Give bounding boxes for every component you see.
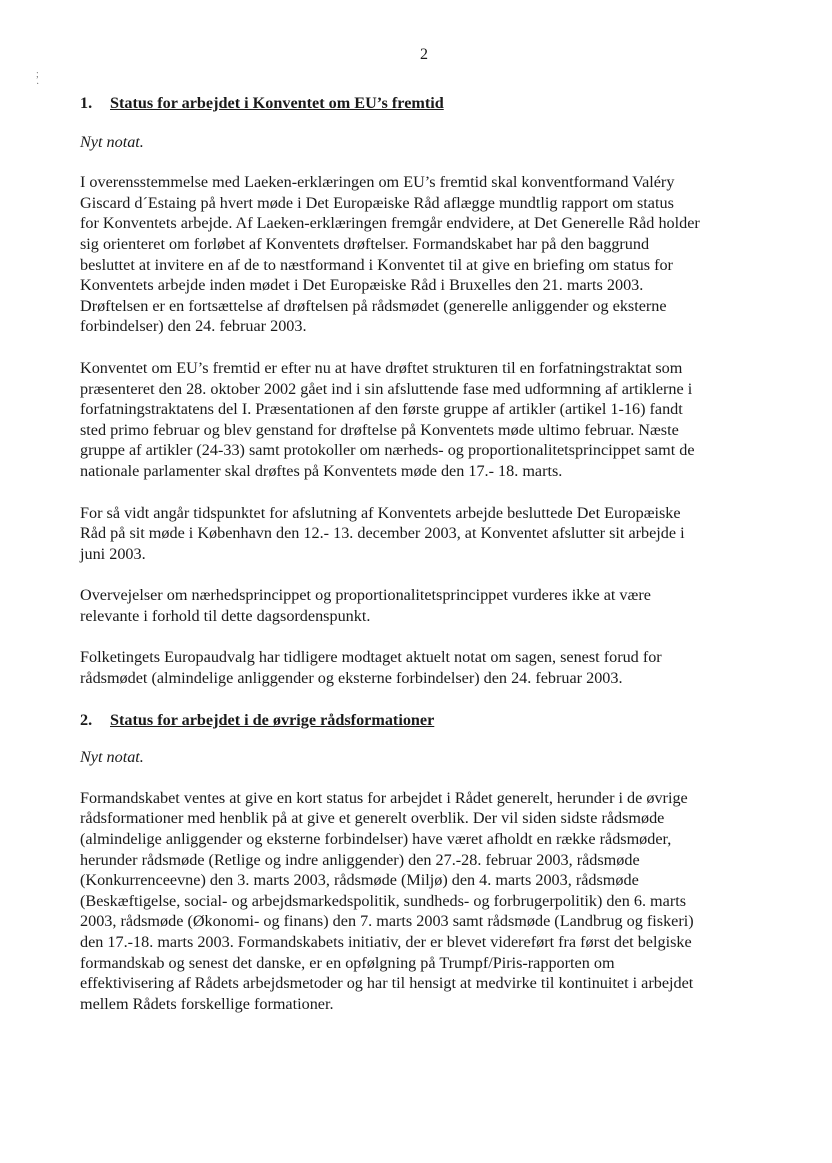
text-line: nationale parlamenter skal drøftes på Konventets møde den 17.- 18. marts. xyxy=(80,461,563,480)
section-title: Status for arbejdet i de øvrige rådsformationer xyxy=(110,710,435,729)
paragraph xyxy=(80,585,760,626)
text-line: Konventets arbejde inden mødet i Det Europæiske Råd i Bruxelles den 21. marts 2003. xyxy=(80,276,644,295)
text-line: herunder rådsmøde (Retlige og indre anliggender) den 27.-28. februar 2003, rådsmøde xyxy=(80,850,640,869)
text-line: juni 2003. xyxy=(80,544,146,563)
text-line: mellem Rådets forskellige formationer. xyxy=(80,994,334,1013)
section-2 xyxy=(80,710,760,1015)
text-line: for Konventets arbejde. Af Laeken-erklæringen fremgår endvidere, at Det Generelle Råd holder xyxy=(80,214,700,233)
note-label: Nyt notat. xyxy=(80,132,144,151)
paragraph xyxy=(80,358,760,482)
text-line: rådsformationer med henblik på at give et generelt overblik. Der vil siden sidste rådsmøde xyxy=(80,809,665,828)
text-line: forfatningstraktatens del I. Præsentationen af den første gruppe af artikler (artikel 1-16) fandt xyxy=(80,400,683,419)
text-line: Konventet om EU’s fremtid er efter nu at have drøftet strukturen til en forfatningstraktat som xyxy=(80,358,683,377)
section-title: Status for arbejdet i Konventet om EU’s fremtid xyxy=(110,94,444,112)
text-line: præsenteret den 28. oktober 2002 gået ind i sin afsluttende fase med udformning af artiklerne i xyxy=(80,379,693,398)
section-heading xyxy=(80,93,760,114)
text-line: relevante i forhold til dette dagsordenspunkt. xyxy=(80,606,371,625)
text-line: Formandskabet ventes at give en kort status for arbejdet i Rådet generelt, herunder i de øvrige xyxy=(80,788,688,807)
text-line: formandskab og senest det danske, er en opfølgning på Trumpf/Piris-rapporten om xyxy=(80,953,615,972)
text-line: (Beskæftigelse, social- og arbejdsmarkedspolitik, sundheds- og forbrugerpolitik) den 6. marts xyxy=(80,891,687,910)
text-line: forbindelser) den 24. februar 2003. xyxy=(80,317,307,336)
paragraph xyxy=(80,503,760,565)
note-label: Nyt notat. xyxy=(80,748,144,767)
text-line: I overensstemmelse med Laeken-erklæringen om EU’s fremtid skal konventformand Valéry xyxy=(80,173,675,192)
document-body xyxy=(80,93,760,1035)
paragraph xyxy=(80,788,760,1015)
text-line: Råd på sit møde i København den 12.- 13. december 2003, at Konventet afslutter sit arbejde i xyxy=(80,524,685,543)
text-line: (Konkurrenceevne) den 3. marts 2003, rådsmøde (Miljø) den 4. marts 2003, rådsmøde xyxy=(80,871,639,890)
text-line: (almindelige anliggender og eksterne forbindelser) have været afholdt en række rådsmøder, xyxy=(80,830,672,849)
text-line: 2003, rådsmøde (Økonomi- og finans) den 7. marts 2003 samt rådsmøde (Landbrug og fiskeri) xyxy=(80,912,694,931)
text-line: Overvejelser om nærhedsprincippet og proportionalitetsprincippet vurderes ikke at være xyxy=(80,586,651,605)
text-line: Folketingets Europaudvalg har tidligere modtaget aktuelt notat om sagen, senest forud for xyxy=(80,648,662,667)
page-number: 2 xyxy=(420,46,428,63)
section-heading xyxy=(80,710,760,731)
text-line: sted primo februar og blev genstand for drøftelse på Konventets møde ultimo februar. Næste xyxy=(80,420,679,439)
text-line: sig orienteret om forløbet af Konventets drøftelser. Formandskabet har på den baggrund xyxy=(80,234,650,253)
section-1 xyxy=(80,93,760,689)
section-number: 2. xyxy=(80,710,93,729)
text-line: rådsmødet (almindelige anliggender og eksterne forbindelser) den 24. februar 2003. xyxy=(80,669,623,688)
margin-mark: ; xyxy=(36,69,39,80)
text-line: besluttet at invitere en af de to næstformand i Konventet til at give en briefing om status for xyxy=(80,255,673,274)
text-line: effektivisering af Rådets arbejdsmetoder og har til hensigt at medvirke til kontinuitet i arbejdet xyxy=(80,974,694,993)
paragraph xyxy=(80,172,760,337)
text-line: Drøftelsen er en fortsættelse af drøftelsen på rådsmødet (generelle anliggender og eksterne xyxy=(80,296,667,315)
text-line: gruppe af artikler (24-33) samt protokoller om nærheds- og proportionalitetsprincippet samt de xyxy=(80,441,695,460)
text-line: den 17.-18. marts 2003. Formandskabets initiativ, der er blevet videreført fra først det belgiske xyxy=(80,933,692,951)
paragraph xyxy=(80,647,760,688)
section-number: 1. xyxy=(80,94,93,112)
text-line: For så vidt angår tidspunktet for afslutning af Konventets arbejde besluttede Det Europæiske xyxy=(80,503,681,522)
margin-mark: · xyxy=(36,79,40,90)
text-line: Giscard d´Estaing på hvert møde i Det Europæiske Råd aflægge mundtlig rapport om status xyxy=(80,193,674,212)
